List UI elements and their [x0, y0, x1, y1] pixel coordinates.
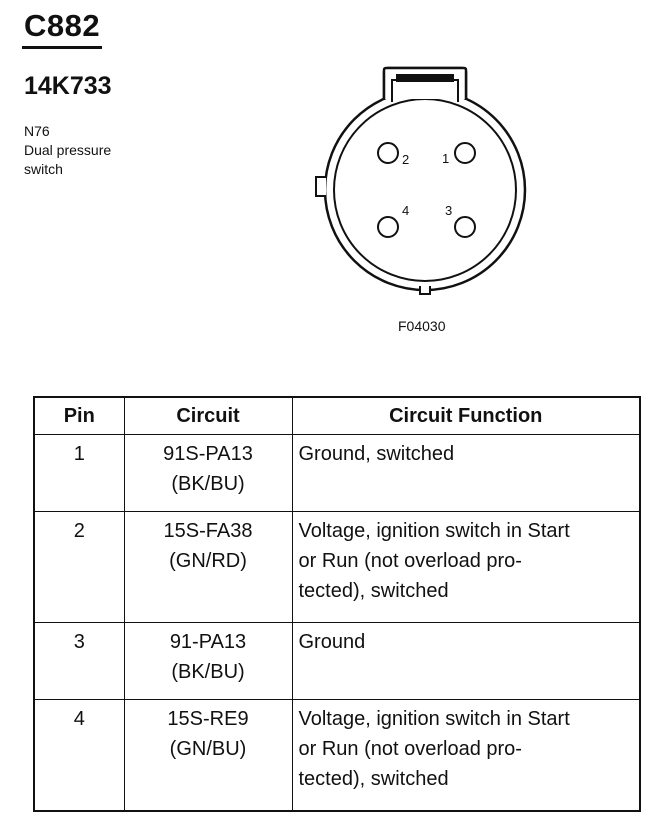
left-key-tab: [316, 177, 326, 196]
title-underline: [22, 46, 102, 49]
description-line: N76: [24, 123, 50, 139]
table-header-row: [34, 397, 640, 435]
circuit-cell: [124, 700, 292, 812]
function-line: Ground, switched: [298, 443, 455, 465]
circuit-function-cell: [292, 700, 640, 812]
wire-color: (GN/RD): [169, 550, 247, 572]
wire-color: (BK/BU): [171, 473, 245, 495]
circuit-function-cell: [292, 435, 640, 512]
pin-label-4: 4: [402, 203, 410, 218]
circuit-cell: [124, 623, 292, 700]
function-line: Ground: [298, 631, 366, 653]
part-number: 14K733: [24, 72, 112, 100]
figure-code: F04030: [398, 318, 446, 334]
table-row: [34, 512, 640, 623]
circuit-code: 15S-RE9: [167, 708, 249, 730]
description-line: Dual pressure: [24, 142, 112, 158]
circuit-code: 91-PA13: [169, 631, 247, 653]
pin-label-3: 3: [445, 203, 453, 218]
connector-face-diagram: [310, 60, 540, 310]
circuit-code: 91S-PA13: [163, 443, 253, 465]
pin-circuit-table: [33, 396, 641, 812]
bottom-key-notch: [420, 286, 430, 294]
function-line: or Run (not overload pro-: [298, 738, 522, 760]
pin-number: 4: [34, 700, 124, 812]
component-description: [24, 122, 111, 179]
column-header-function: Circuit Function: [292, 397, 640, 435]
pin-number: 1: [34, 435, 124, 512]
function-line: Voltage, ignition switch in Start: [298, 708, 570, 730]
circuit-code: 15S-FA38: [163, 520, 253, 542]
pin-number: 3: [34, 623, 124, 700]
description-line: switch: [24, 161, 63, 177]
function-line: or Run (not overload pro-: [298, 550, 522, 572]
wire-color: (GN/BU): [169, 738, 247, 760]
connector-inner-ring: [334, 99, 516, 281]
pin-3-socket: [455, 217, 475, 237]
table-row: [34, 700, 640, 812]
wire-color: (BK/BU): [171, 661, 245, 683]
table-row: [34, 623, 640, 700]
circuit-cell: [124, 512, 292, 623]
pin-label-1: 1: [442, 151, 450, 166]
circuit-function-cell: [292, 623, 640, 700]
pin-4-socket: [378, 217, 398, 237]
function-line: tected), switched: [298, 768, 449, 790]
circuit-function-cell: [292, 512, 640, 623]
function-line: tected), switched: [298, 580, 449, 602]
pin-label-2: 2: [402, 152, 410, 167]
pin-2-socket: [378, 143, 398, 163]
table-row: [34, 435, 640, 512]
column-header-circuit: Circuit: [124, 397, 292, 435]
function-line: Voltage, ignition switch in Start: [298, 520, 570, 542]
column-header-pin: Pin: [34, 397, 124, 435]
pin-1-socket: [455, 143, 475, 163]
pin-number: 2: [34, 512, 124, 623]
connector-id: C882: [24, 8, 101, 43]
circuit-cell: [124, 435, 292, 512]
